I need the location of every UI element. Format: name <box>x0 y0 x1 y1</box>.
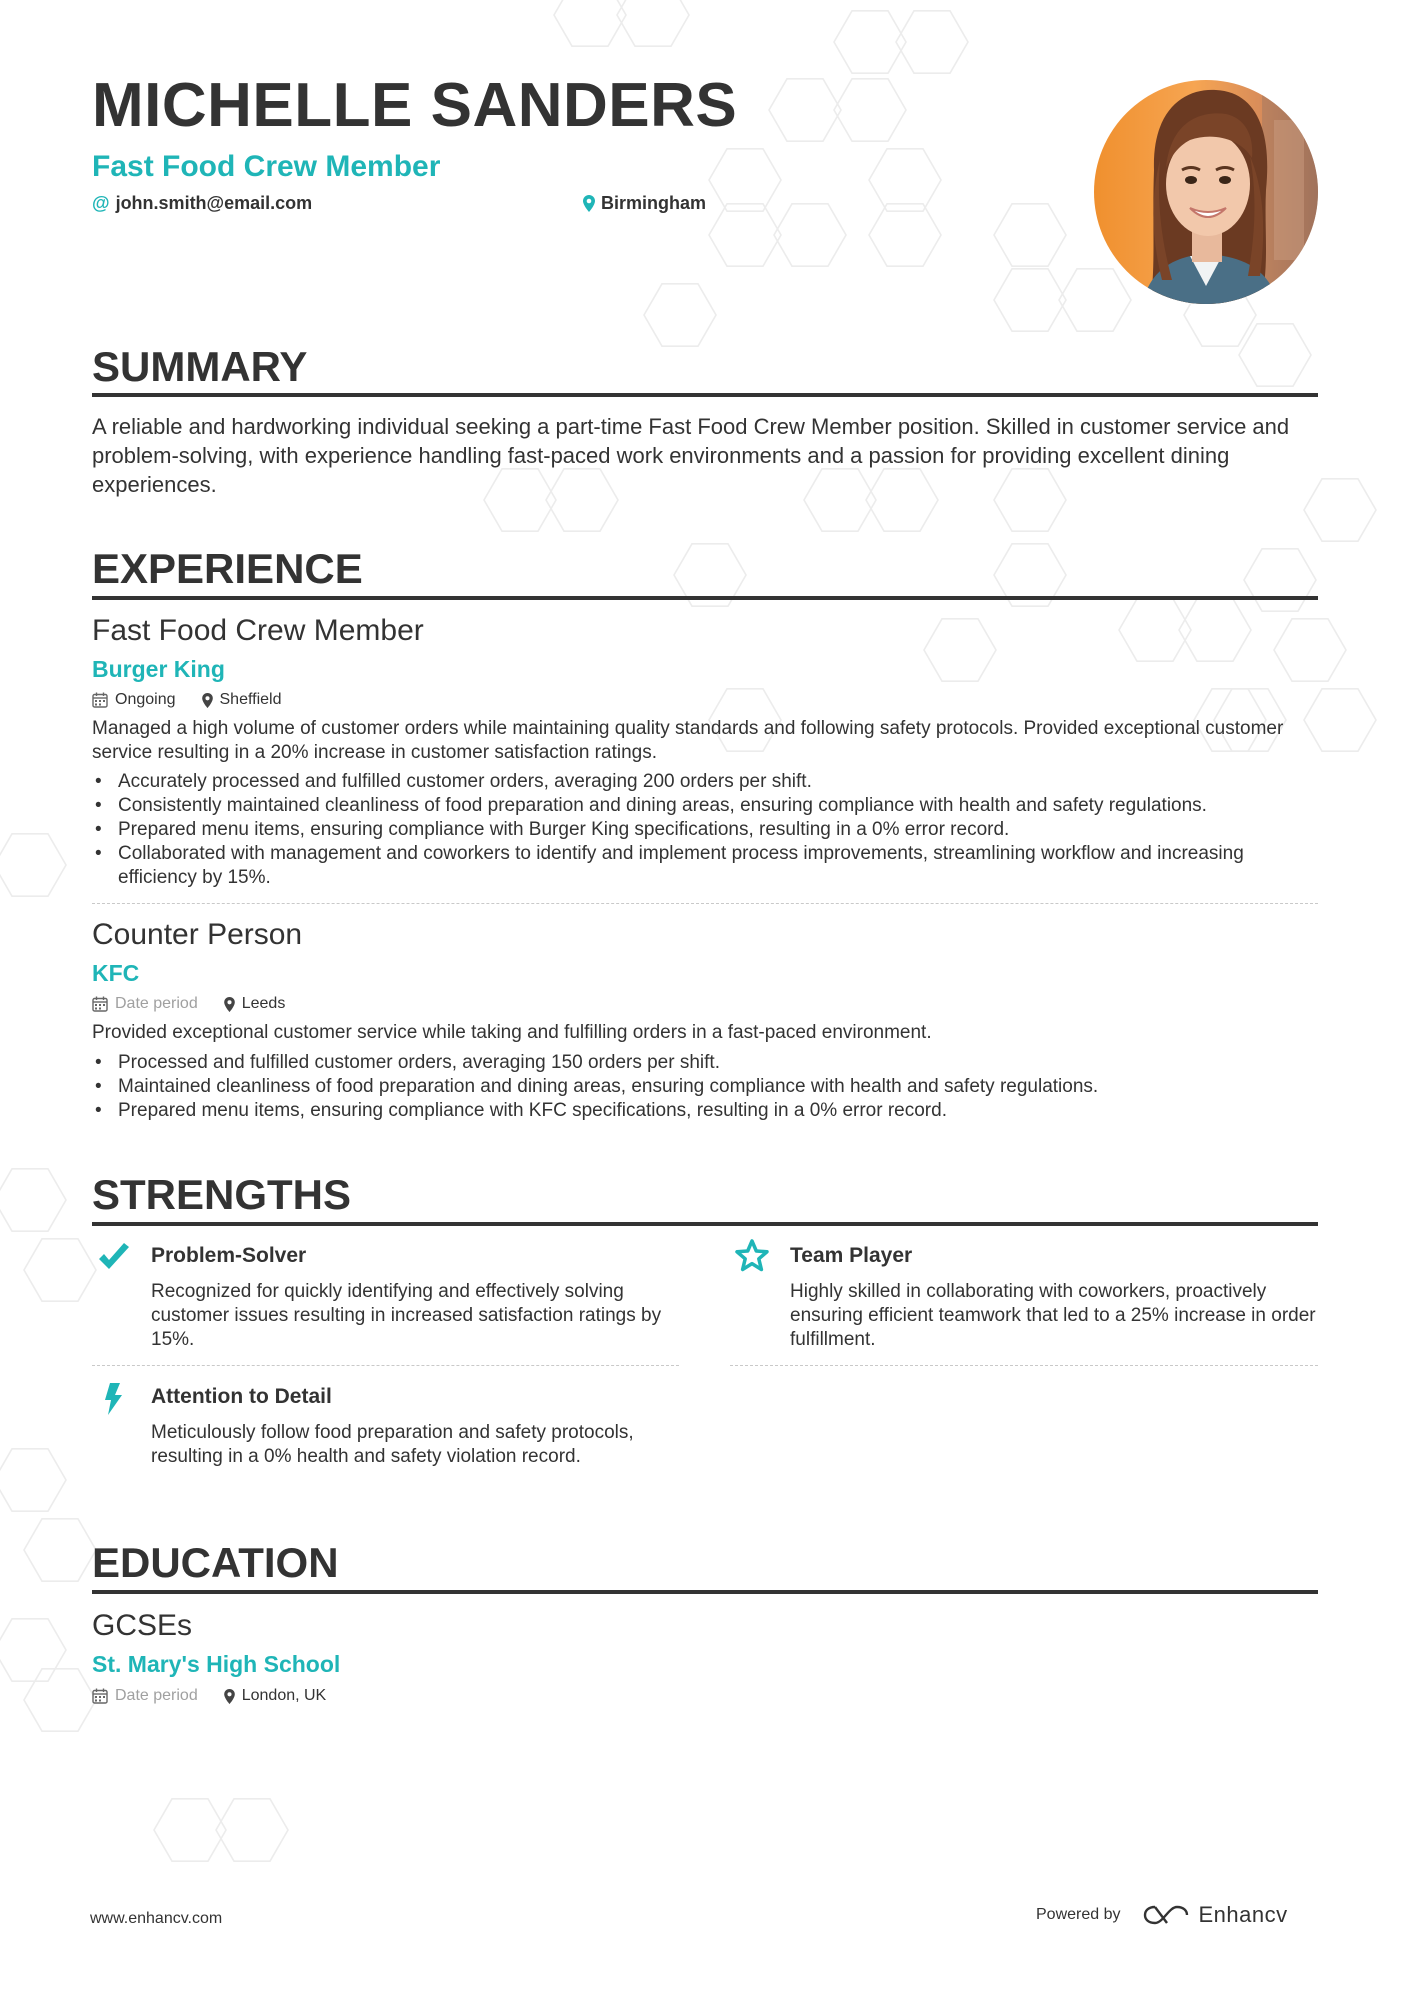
checkmark-icon <box>96 1240 132 1276</box>
education-degree: GCSEs <box>92 1609 193 1642</box>
job-bullet: • Processed and fulfilled customer orders, averaging 150 orders per shift. <box>92 1051 1322 1075</box>
job-description: Managed a high volume of customer orders while maintaining quality standards and following safety protocols. Provided exceptional customer service resulting in a 20% increase in customer satisfaction ratings. <box>92 718 1284 763</box>
experience-divider <box>92 596 1318 600</box>
candidate-name: MICHELLE SANDERS <box>92 71 738 140</box>
powered-by-label: Powered by <box>1036 1906 1121 1923</box>
summary-text: A reliable and hardworking individual seeking a part-time Fast Food Crew Member position. Skilled in customer service and problem-solving, with experience handling fast-paced work environments and a passion for providing excellent dining experiences. <box>92 414 1290 497</box>
education-divider <box>92 1590 1318 1594</box>
job-location: Leeds <box>224 995 286 1013</box>
location-contact <box>583 193 706 214</box>
location-text: Birmingham <box>601 193 707 213</box>
summary-divider <box>92 393 1318 397</box>
strength-title: Attention to Detail <box>151 1385 332 1408</box>
location-pin-icon <box>224 1689 235 1704</box>
strength-description: Meticulously follow food preparation and safety protocols, resulting in a 0% health and safety violation record. <box>151 1422 634 1467</box>
enhancv-logo-icon <box>1143 1903 1189 1927</box>
job-role: Fast Food Crew Member <box>92 614 424 647</box>
calendar-icon <box>92 1688 108 1704</box>
job-period: Date period <box>92 995 198 1013</box>
location-pin-icon <box>224 997 235 1012</box>
job-location: Sheffield <box>202 691 282 709</box>
strength-separator <box>730 1365 1318 1366</box>
job-bullet: • Prepared menu items, ensuring compliance with KFC specifications, resulting in a 0% error record. <box>92 1099 1322 1123</box>
at-sign-icon: @ <box>92 193 110 213</box>
job-company: Burger King <box>92 656 225 682</box>
strength-separator <box>92 1365 679 1366</box>
candidate-title: Fast Food Crew Member <box>92 150 441 183</box>
email-text: john.smith@email.com <box>115 193 313 213</box>
job-separator <box>92 903 1318 904</box>
email-contact[interactable] <box>92 193 312 214</box>
powered-by <box>1036 1902 1288 1928</box>
education-location: London, UK <box>224 1687 327 1705</box>
strength-description: Recognized for quickly identifying and effectively solving customer issues resulting in increased satisfaction ratings by 15%. <box>151 1281 662 1350</box>
website-link[interactable]: www.enhancv.com <box>90 1910 223 1927</box>
job-bullet: • Collaborated with management and coworkers to identify and implement process improvements, streamlining workflow and increasing efficiency by 15%. <box>92 842 1322 890</box>
job-bullet: • Accurately processed and fulfilled customer orders, averaging 200 orders per shift. <box>92 770 1322 794</box>
strengths-divider <box>92 1222 1318 1226</box>
enhancv-logo[interactable]: Enhancv <box>1143 1902 1288 1928</box>
job-description: Provided exceptional customer service while taking and fulfilling orders in a fast-paced environment. <box>92 1022 932 1043</box>
job-bullets <box>92 770 1322 890</box>
education-meta <box>92 1687 352 1705</box>
profile-photo <box>1094 80 1318 304</box>
strength-title: Team Player <box>790 1244 913 1267</box>
job-bullet: • Prepared menu items, ensuring compliance with Burger King specifications, resulting in a 0% error record. <box>92 818 1322 842</box>
lightning-bolt-icon <box>96 1381 132 1417</box>
strength-title: Problem-Solver <box>151 1244 307 1267</box>
strength-description: Highly skilled in collaborating with coworkers, proactively ensuring efficient teamwork that led to a 25% increase in order fulfillment. <box>790 1281 1316 1350</box>
star-icon <box>734 1238 770 1274</box>
strengths-heading: STRENGTHS <box>92 1171 352 1218</box>
job-meta <box>92 691 307 709</box>
job-bullet: • Consistently maintained cleanliness of food preparation and dining areas, ensuring compliance with health and safety regulations. <box>92 794 1322 818</box>
job-bullet: • Maintained cleanliness of food preparation and dining areas, ensuring compliance with health and safety regulations. <box>92 1075 1322 1099</box>
location-pin-icon <box>202 693 213 708</box>
job-meta <box>92 995 311 1013</box>
job-bullets <box>92 1051 1322 1123</box>
calendar-icon <box>92 692 108 708</box>
job-role: Counter Person <box>92 918 303 951</box>
job-company: KFC <box>92 960 140 986</box>
education-school: St. Mary's High School <box>92 1651 341 1677</box>
education-heading: EDUCATION <box>92 1539 339 1586</box>
experience-heading: EXPERIENCE <box>92 545 363 592</box>
location-pin-icon <box>583 195 595 212</box>
summary-heading: SUMMARY <box>92 343 308 390</box>
education-period: Date period <box>92 1687 198 1705</box>
job-period: Ongoing <box>92 691 176 709</box>
calendar-icon <box>92 996 108 1012</box>
